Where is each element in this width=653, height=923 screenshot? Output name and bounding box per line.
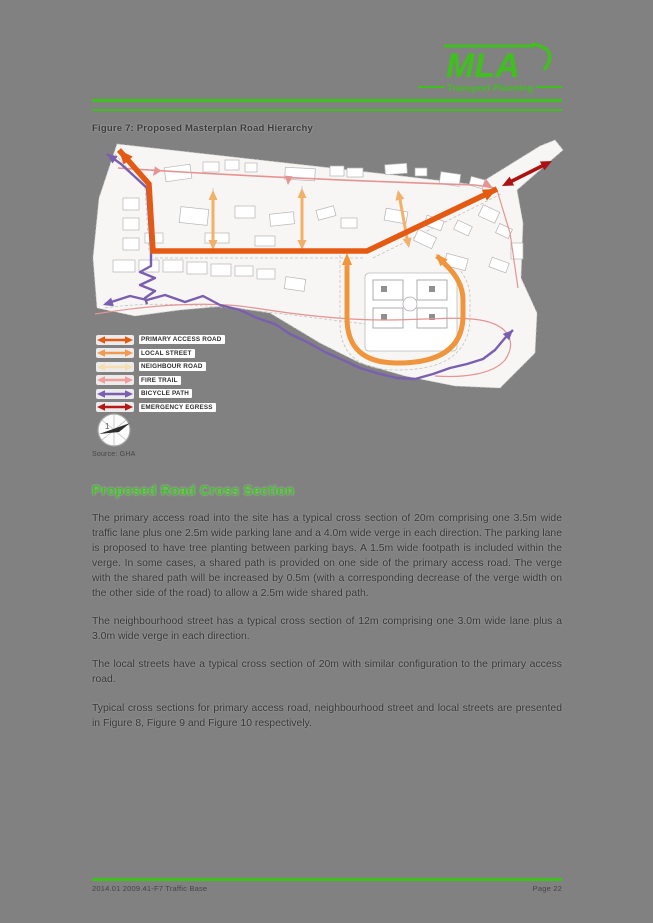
source-note: Source: GHA xyxy=(92,451,136,458)
legend-label: LOCAL STREET xyxy=(139,349,195,358)
legend-label: BICYCLE PATH xyxy=(139,389,192,398)
legend-arrow-icon xyxy=(96,348,134,358)
mla-logo-icon xyxy=(416,40,564,98)
legend-arrow-icon xyxy=(96,362,134,372)
legend-item xyxy=(96,333,266,346)
courtyard-block xyxy=(365,273,457,351)
svg-text:1: 1 xyxy=(105,422,110,431)
paragraph-local-streets: The local streets have a typical cross section of 20m with similar configuration to the primary access road. xyxy=(92,659,562,685)
body-copy xyxy=(92,511,562,744)
legend-arrow-icon xyxy=(96,389,134,399)
section-heading: Proposed Road Cross Section xyxy=(92,483,295,498)
legend-label: NEIGHBOUR ROAD xyxy=(139,362,206,371)
paragraph-figure-references: Typical cross sections for primary access road, neighbourhood street and local streets are presented in Figure 8, Figure 9 and Figure 10 respectively. xyxy=(92,703,562,729)
legend-label: EMERGENCY EGRESS xyxy=(139,403,216,412)
footer-document-ref: 2014.01 2009.41-F7 Traffic Base xyxy=(92,884,208,893)
figure-caption: Figure 7: Proposed Masterplan Road Hierarchy xyxy=(92,123,314,134)
paragraph-primary-access: The primary access road into the site has a typical cross section of 20m comprising one 3.5m wide traffic lane plus one 2.5m wide parking lane and a 4.0m wide verge in each direction. The parking lane is proposed to have tree planting between parking bays. A 1.5m wide footpath is included within the verge. In some cases, a shared path is provided on one side of the primary access road. The verge with the shared path will be increased by 0.5m (with a corresponding decrease of the verge width on the other side of the road) to allow a 2.5m wide shared path. xyxy=(92,513,562,599)
legend-label: PRIMARY ACCESS ROAD xyxy=(139,335,225,344)
logo-subtext: Transport Planning xyxy=(446,83,534,94)
legend-arrow-icon xyxy=(96,375,134,385)
map-legend xyxy=(96,333,266,414)
footer-rule xyxy=(92,878,562,881)
footer xyxy=(92,884,562,893)
legend-item xyxy=(96,347,266,360)
north-arrow-icon xyxy=(92,408,136,452)
legend-arrow-icon xyxy=(96,335,134,345)
footer-page-number: Page 22 xyxy=(532,884,562,893)
header-rule xyxy=(92,99,562,111)
paragraph-neighbourhood-street: The neighbourhood street has a typical cross section of 12m comprising one 3.0m wide lane plus a 3.0m wide verge in each direction. xyxy=(92,616,562,642)
legend-item xyxy=(96,387,266,400)
compass-rose xyxy=(92,408,136,452)
legend-item xyxy=(96,374,266,387)
company-logo xyxy=(416,40,564,98)
legend-item xyxy=(96,360,266,373)
logo-text: MLA xyxy=(446,47,520,85)
legend-label: FIRE TRAIL xyxy=(139,376,181,385)
